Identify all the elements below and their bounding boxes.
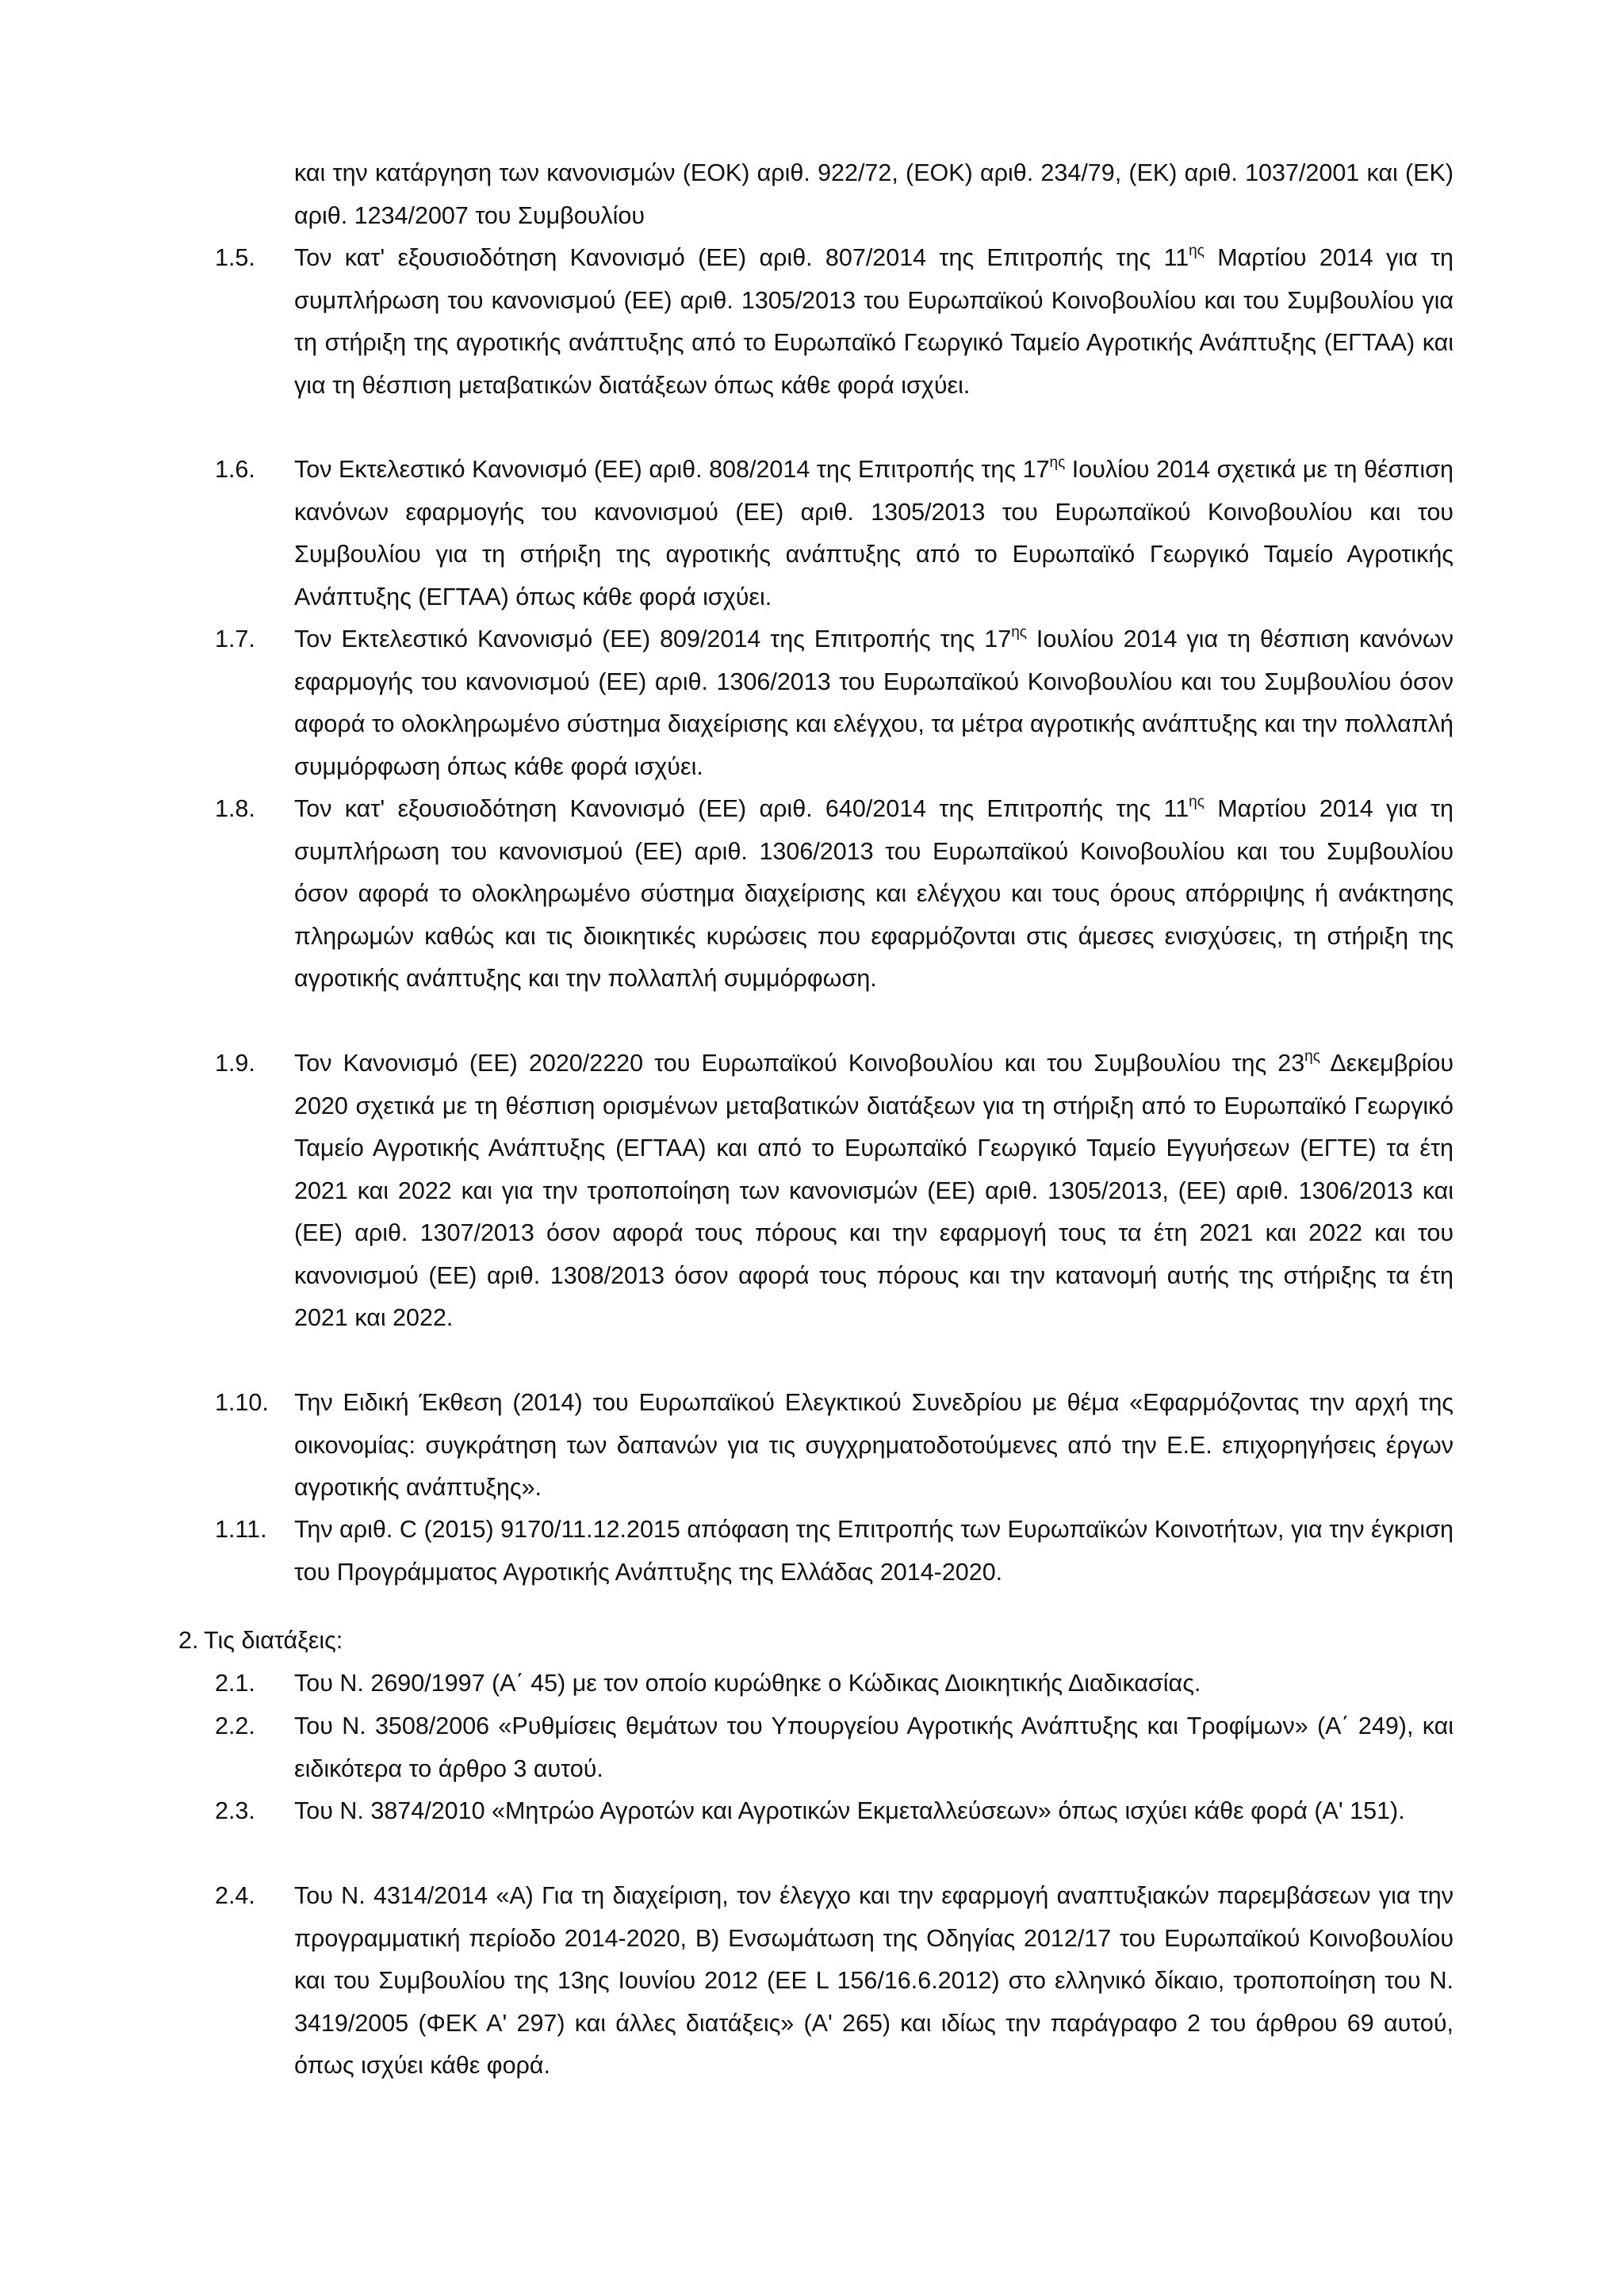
item-number: 1.5.	[215, 244, 255, 271]
ordinal-suffix: ης	[1304, 1048, 1320, 1065]
item-number: 2.3.	[215, 1797, 255, 1824]
item-number: 2.1.	[215, 1670, 255, 1697]
item-text: Τον Κανονισμό (ΕΕ) 2020/2220 του Ευρωπαϊκού Κοινοβουλίου και του Συμβουλίου της $23^{\eta\varsigma}$ Δεκεμβρίου 2020 σχετικά με τη θέσπιση ορισμένων μεταβατικών διατάξεων για τη στήριξη από το Ευρωπαϊκό Γεωργικό Ταμείο Αγροτικής Ανάπτυξης (ΕΓΤΑΑ) και από το Ευρωπαϊκό Γεωργικό Ταμείο Εγγυήσεων (ΕΓΤΕ) τα έτη 2021 και 2022 και για την τροποποίηση των κανονισμών (ΕΕ) αριθ. 1305/2013, (ΕΕ) αριθ. 1306/2013 και (ΕΕ) αριθ. 1307/2013 όσον αφορά τους πόρους και την εφαρμογή τους τα έτη 2021 και 2022 και του κανονισμού (ΕΕ) αριθ. 1308/2013 όσον αφορά τους πόρους και την κατανομή αυτής της στήριξης τα έτη 2021 και 2022.	[294, 1048, 1454, 1331]
ordinal-suffix: ης	[1189, 794, 1205, 810]
item-text: Του Ν. 2690/1997 (Α΄ 45) με τον οποίο κυρώθηκε ο Κώδικας Διοικητικής Διαδικασίας.	[294, 1670, 1201, 1697]
item-text: Την Ειδική Έκθεση (2014) του Ευρωπαϊκού Ελεγκτικού Συνεδρίου με θέμα «Εφαρμόζοντας την αρχή της οικονομίας: συγκράτηση των δαπανών για τις συγχρηματοδοτούμενες από την Ε.Ε. επιχορηγήσεις έργων αγροτικής ανάπτυξης».	[294, 1389, 1454, 1501]
item-text: Του Ν. 4314/2014 «Α) Για τη διαχείριση, τον έλεγχο και την εφαρμογή αναπτυξιακών παρεμβάσεων για την προγραμματική περίοδο 2014-2020, Β) Ενσωμάτωση της Οδηγίας 2012/17 του Ευρωπαϊκού Κοινοβουλίου και του Συμβουλίου της 13ης Ιουνίου 2012 (ΕΕ L 156/16.6.2012) στο ελληνικό δίκαιο, τροποποίηση του Ν. 3419/2005 (ΦΕΚ Α' 297) και άλλες διατάξεις» (Α' 265) και ιδίως την παράγραφο 2 του άρθρου 69 αυτού, όπως ισχύει κάθε φορά.	[294, 1882, 1454, 2079]
section-number: 2.	[178, 1627, 199, 1654]
continuation-paragraph: και την κατάργηση των κανονισμών (ΕΟΚ) αριθ. 922/72, (ΕΟΚ) αριθ. 234/79, (ΕΚ) αριθ. 1037/2001 και (ΕΚ) αριθ. 1234/2007 του Συμβουλίου	[294, 159, 1454, 229]
item-number: 2.2.	[215, 1712, 255, 1739]
item-text: Τον Εκτελεστικό Κανονισμό (ΕΕ) 809/2014 της Επιτροπής της $17^{\eta\varsigma}$ Ιουλίου 2014 για τη θέσπιση κανόνων εφαρμογής του κανονισμού (ΕΕ) αριθ. 1306/2013 του Ευρωπαϊκού Κοινοβουλίου και του Συμβουλίου όσον αφορά το ολοκληρωμένο σύστημα διαχείρισης και ελέγχου, τα μέτρα αγροτικής ανάπτυξης και την πολλαπλή συμμόρφωση όπως κάθε φορά ισχύει.	[294, 624, 1454, 780]
section-title: Τις διατάξεις:	[204, 1627, 343, 1654]
item-number: 2.4.	[215, 1882, 255, 1909]
item-number: 1.7.	[215, 626, 255, 652]
item-text: Του Ν. 3508/2006 «Ρυθμίσεις θεμάτων του Υπουργείου Αγροτικής Ανάπτυξης και Τροφίμων» (Α΄ 249), και ειδικότερα το άρθρο 3 αυτού.	[294, 1712, 1454, 1782]
item-number: 1.9.	[215, 1050, 255, 1077]
item-number: 1.11.	[215, 1516, 267, 1543]
item-number: 1.6.	[215, 456, 255, 483]
item-number: 1.8.	[215, 795, 255, 822]
item-text: Τον κατ' εξουσιοδότηση Κανονισμό (ΕΕ) αριθ. 640/2014 της Επιτροπής της $11^{\eta\varsigma}$ Μαρτίου 2014 για τη συμπλήρωση του κανονισμού (ΕΕ) αριθ. 1306/2013 του Ευρωπαϊκού Κοινοβουλίου και του Συμβουλίου όσον αφορά το ολοκληρωμένο σύστημα διαχείρισης και ελέγχου και τους όρους απόρριψης ή ανάκτησης πληρωμών καθώς και τις διοικητικές κυρώσεις που εφαρμόζονται στις άμεσες ενισχύσεις, τη στήριξη της αγροτικής ανάπτυξης και την πολλαπλή συμμόρφωση.	[294, 794, 1454, 992]
ordinal-suffix: ης	[1049, 454, 1066, 471]
item-text: Τον Εκτελεστικό Κανονισμό (ΕΕ) αριθ. 808/2014 της Επιτροπής της $17^{\eta\varsigma}$ Ιουλίου 2014 σχετικά με τη θέσπιση κανόνων εφαρμογής του κανονισμού (ΕΕ) αριθ. 1305/2013 του Ευρωπαϊκού Κοινοβουλίου και του Συμβουλίου για τη στήριξη της αγροτικής ανάπτυξης από το Ευρωπαϊκό Γεωργικό Ταμείο Αγροτικής Ανάπτυξης (ΕΓΤΑΑ) όπως κάθε φορά ισχύει.	[294, 454, 1454, 610]
ordinal-suffix: ης	[1189, 243, 1205, 259]
item-text: Τον κατ' εξουσιοδότηση Κανονισμό (ΕΕ) αριθ. 807/2014 της Επιτροπής της $11^{\eta\varsigma}$ Μαρτίου 2014 για τη συμπλήρωση του κανονισμού (ΕΕ) αριθ. 1305/2013 του Ευρωπαϊκού Κοινοβουλίου και του Συμβουλίου για τη στήριξη της αγροτικής ανάπτυξης από το Ευρωπαϊκό Γεωργικό Ταμείο Αγροτικής Ανάπτυξης (ΕΓΤΑΑ) και για τη θέσπιση μεταβατικών διατάξεων όπως κάθε φορά ισχύει.	[294, 243, 1454, 399]
item-number: 1.10.	[215, 1389, 269, 1416]
item-text: Του Ν. 3874/2010 «Μητρώο Αγροτών και Αγροτικών Εκμεταλλεύσεων» όπως ισχύει κάθε φορά (Α' 151).	[294, 1797, 1405, 1824]
ordinal-suffix: ης	[1011, 624, 1027, 641]
item-text: Την αριθ. C (2015) 9170/11.12.2015 απόφαση της Επιτροπής των Ευρωπαϊκών Κοινοτήτων, για την έγκριση του Προγράμματος Αγροτικής Ανάπτυξης της Ελλάδας 2014-2020.	[294, 1516, 1454, 1586]
